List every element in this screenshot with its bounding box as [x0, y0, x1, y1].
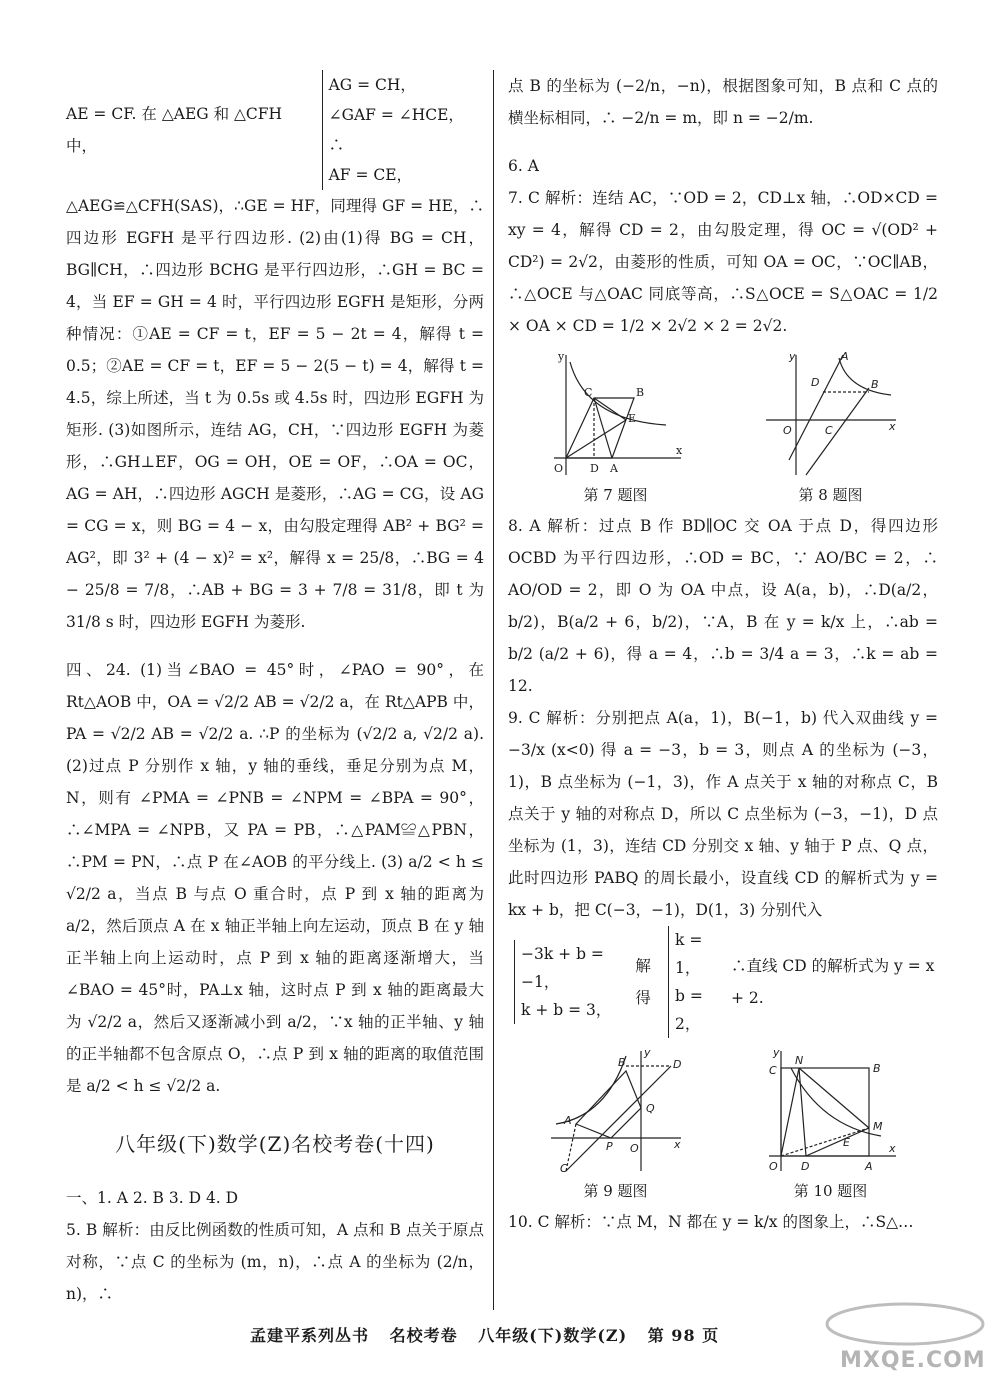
question-24-solution: 四、24. (1)当∠BAO = 45°时，∠PAO = 90°，在 Rt△AOB 中，OA = √2/2 AB = √2/2 a，在 Rt△APB 中，PA = √2/2 AB = √2/2 a. ∴P 的坐标为 (√2/2 a, √2/2 a). (2)过点 P 分别作 x 轴，y 轴的垂线，垂足分别为点 M，N，则有 ∠PMA = ∠PNB = ∠NPM = ∠BPA = 90°，∴∠MPA = ∠NPB，又 PA = PB，∴△PAM≌△PBN，∴PM = PN，∴点 P 在∠AOB 的平分线上. (3) a/2 < h ≤ √2/2 a，当点 B 与点 O 重合时，点 P 到 x 轴的距离为 a/2，然后顶点 A 在 x 轴正半轴上向左运动，顶点 B 在 y 轴正半轴上向上运动时，点 P 到 x 轴的距离逐渐增大，当∠BAO = 45°时，PA⊥x 轴，这时点 P 到 x 轴的距离最大为 √2/2 a，然后又逐渐减小到 a/2，∵x 轴的正半轴、y 轴的正半轴都不包含原点 O，∴点 P 到 x 轴的距离的取值范围是 a/2 < h ≤ √2/2 a.	[66, 661, 484, 1095]
figure-10-caption: 第 10 题图	[793, 1182, 868, 1200]
svg-text:A: A	[840, 350, 849, 363]
svg-text:O: O	[768, 1160, 778, 1173]
equation-line: −3k + b = −1，	[521, 945, 604, 991]
series-name: 孟建平系列丛书	[250, 1326, 370, 1345]
svg-text:E: E	[627, 412, 636, 425]
system-equations	[514, 940, 629, 1024]
question-5-solution: 5. B 解析：由反比例函数的性质可知，A 点和 B 点关于原点对称，∵点 C 的坐标为 (m，n)，∴点 A 的坐标为 (2/n，n)，∴	[66, 1221, 484, 1303]
figures-9-10	[508, 1046, 938, 1202]
brace-intro: AE = CF. 在 △AEG 和 △CFH 中，	[66, 105, 283, 155]
question-5-continued: 点 B 的坐标为 (−2/n，−n)，根据图象可知，B 点和 C 点的横坐标相同，∴ −2/n = m，即 n = −2/m.	[508, 77, 938, 127]
svg-text:M: M	[872, 1120, 882, 1133]
svg-text:x: x	[888, 420, 896, 433]
svg-text:B: B	[872, 1062, 881, 1075]
figure-8-caption: 第 8 题图	[798, 486, 863, 504]
svg-text:C: C	[559, 1162, 568, 1175]
svg-text:P: P	[605, 1140, 613, 1153]
watermark-text: MXQE.COM	[840, 1348, 986, 1373]
svg-text:O: O	[553, 462, 563, 475]
figure-7	[546, 350, 686, 506]
question-10-solution: 10. C 解析：∵点 M，N 都在 y = k/x 的图象上，∴S△…	[508, 1213, 914, 1231]
solution-paragraph: △AEG≌△CFH(SAS)，∴GE = HF，同理得 GF = HE，∴四边形 EGFH 是平行四边形. (2)由(1)得 BG = CH，BG∥CH，∴四边形 BCHG 是平行四边形，∴GH = BC = 4，当 EF = GH = 4 时，平行四边形 EGFH 是矩形，分两种情况：①AE = CF = t，EF = 5 − 2t = 4，解得 t = 0.5；②AE = CF = t，EF = 5 − 2(5 − t) = 4，解得 t = 4.5，综上所述，当 t 为 0.5s 或 4.5s 时，四边形 EGFH 为矩形. (3)如图所示，连结 AG，CH，∵四边形 EGFH 为菱形，∴GH⊥EF，OG = OH，OE = OF，∴OA = OC，AG = AH，∴四边形 AGCH 是菱形，∴AG = CG，设 AG = CG = x，则 BG = 4 − x，由勾股定理得 AB² + BG² = AG²，即 3² + (4 − x)² = x²，解得 x = 25/8，∴BG = 4 − 25/8 = 7/8，∴AB + BG = 3 + 7/8 = 31/8，即 t 为 31/8 s 时，四边形 EGFH 为菱形.	[66, 197, 484, 631]
svg-text:N: N	[794, 1054, 803, 1067]
svg-text:D: D	[800, 1160, 809, 1173]
brace-conditions	[322, 70, 478, 190]
equation-system	[508, 926, 938, 1038]
figure-9	[546, 1046, 686, 1202]
system-solution	[668, 926, 725, 1038]
question-7-solution: 7. C 解析：连结 AC，∵OD = 2，CD⊥x 轴，∴OD×CD = xy = 4，解得 CD = 2，由勾股定理，得 OC = √(OD² + CD²) = 2√2，由菱形的性质，可知 OA = OC，∵OC∥AB，∴△OCE 与△OAC 同底等高，∴S△OCE = S△OAC = 1/2 × OA × CD = 1/2 × 2√2 × 2 = 2√2.	[508, 189, 938, 335]
figures-7-8	[508, 350, 938, 506]
brace-line: AF = CE，	[328, 166, 413, 184]
brace-line: AG = CH，	[328, 76, 416, 94]
figure-8-diagram	[761, 350, 901, 480]
system-conclusion: ∴直线 CD 的解析式为 y = x + 2.	[730, 957, 935, 1007]
solution-line: b = 2，	[675, 987, 703, 1033]
svg-text:Q: Q	[645, 1102, 655, 1115]
subject-name: 八年级(下)数学(Z)	[478, 1326, 628, 1345]
figure-9-caption: 第 9 题图	[583, 1182, 648, 1200]
figure-7-caption: 第 7 题图	[583, 486, 648, 504]
figure-9-diagram	[546, 1046, 686, 1176]
svg-text:B: B	[617, 1056, 626, 1069]
figure-10-diagram	[761, 1046, 901, 1176]
svg-text:D: D	[810, 376, 819, 389]
watermark-badge-icon	[820, 1300, 990, 1350]
svg-text:O: O	[629, 1142, 639, 1155]
page-footer	[250, 1323, 810, 1346]
page-number: 第 98 页	[647, 1326, 720, 1345]
svg-text:y: y	[772, 1046, 780, 1059]
svg-text:C: C	[824, 424, 833, 437]
svg-text:B: B	[635, 386, 644, 399]
svg-text:y: y	[788, 350, 796, 363]
svg-text:y: y	[557, 350, 564, 363]
brand-name: 名校考卷	[389, 1326, 458, 1345]
answers-1-4: 一、1. A 2. B 3. D 4. D	[66, 1189, 239, 1207]
svg-text:O: O	[782, 424, 792, 437]
question-8-solution: 8. A 解析：过点 B 作 BD∥OC 交 OA 于点 D，得四边形 OCBD 为平行四边形，∴OD = BC，∵ AO/BC = 2，∴ AO/OD = 2，即 O 为 OA 中点，设 A(a，b)，∴D(a/2，b/2)，B(a/2 + 6，b/2)，∵A，B 在 y = k/x 上，∴ab = b/2 (a/2 + 6)，得 a = 4，∴b = 3/4 a = 3，∴k = ab = 12.	[508, 517, 938, 695]
figure-8	[761, 350, 901, 506]
svg-text:x: x	[888, 1142, 896, 1155]
svg-text:D: D	[672, 1058, 681, 1071]
right-column	[508, 70, 938, 1238]
svg-text:B: B	[870, 378, 879, 391]
svg-text:A: A	[563, 1114, 572, 1127]
svg-text:x: x	[673, 1138, 681, 1151]
congruence-brace	[66, 70, 484, 190]
figure-7-diagram	[546, 350, 686, 480]
figure-10	[761, 1046, 901, 1202]
section-title: 八年级(下)数学(Z)名校考卷(十四)	[115, 1132, 435, 1156]
svg-text:C: C	[583, 386, 592, 399]
svg-text:C: C	[768, 1064, 777, 1077]
question-9-solution: 9. C 解析：分别把点 A(a，1)，B(−1，b) 代入双曲线 y = −3/x (x<0) 得 a = −3，b = 3，则点 A 的坐标为 (−3，1)，B 点坐标为 (−1，3)，作 A 点关于 x 轴的对称点 C，B 点关于 y 轴的对称点 D，所以 C 点坐标为 (−3，−1)，D 点坐标为 (1，3)，连结 CD 分别交 x 轴、y 轴于 P 点、Q 点，此时四边形 PABQ 的周长最小，设直线 CD 的解析式为 y = kx + b，把 C(−3，−1)，D(1，3) 分别代入	[508, 709, 938, 919]
svg-text:A: A	[864, 1160, 873, 1173]
svg-text:A: A	[609, 462, 618, 475]
equation-line: k + b = 3，	[521, 1001, 612, 1019]
watermark-logo	[820, 1300, 990, 1375]
svg-text:y: y	[643, 1046, 651, 1059]
solve-word: 解得	[635, 957, 651, 1007]
svg-text:x: x	[675, 444, 682, 457]
solution-line: k = 1，	[675, 931, 703, 977]
answer-6: 6. A	[508, 157, 539, 175]
column-divider	[493, 70, 494, 1310]
svg-text:D: D	[589, 462, 599, 475]
left-column	[66, 70, 484, 1310]
svg-text:E: E	[842, 1136, 850, 1149]
brace-line: ∠GAF = ∠HCE，∴	[328, 106, 464, 154]
